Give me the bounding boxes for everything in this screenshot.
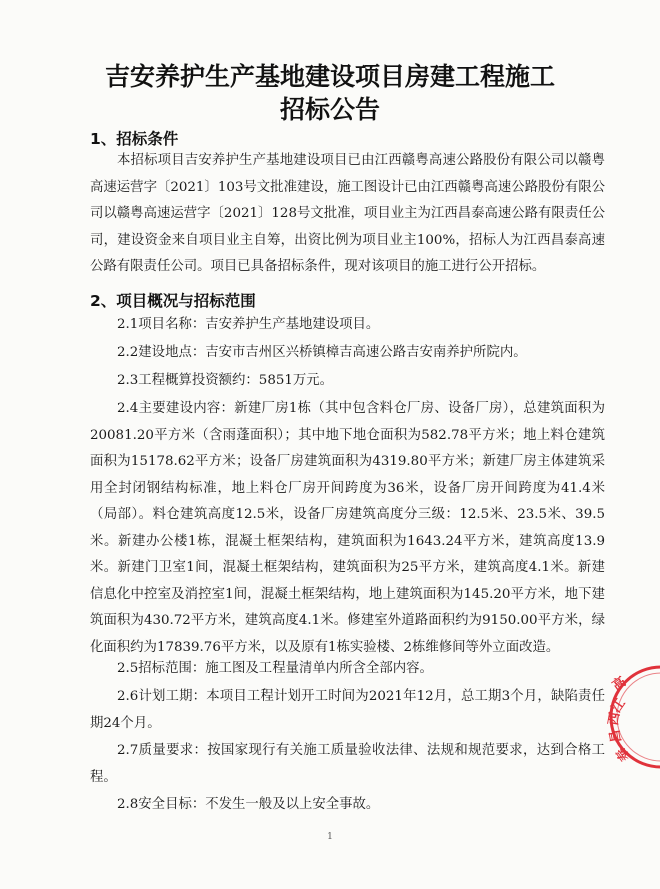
item-2-6: 2.6计划工期：本项目工程计划开工时间为2021年12月，总工期3个月，缺陷责任期24个月。 [90,689,605,731]
svg-text:江: 江 [608,696,629,716]
svg-text:泰: 泰 [613,744,634,764]
item-2-8: 2.8安全目标：不发生一般及以上安全事故。 [117,797,380,812]
section-1-heading: 1、招标条件 [90,130,179,148]
company-seal-stamp [606,662,660,772]
svg-text:昌: 昌 [607,728,625,744]
section-1-paragraph: 本招标项目吉安养护生产基地建设项目已由江西赣粤高速公路股份有限公司以赣粤高速运营字〔2021〕103号文批准建设，施工图设计已由江西赣粤高速公路股份有限公司以赣粤高速运营字〔2021〕128号文批准，项目业主为江西昌泰高速公路有限责任公司，建设资金来自项目业主自筹，出资比例为项目业主100%，招标人为江西昌泰高速公路有限责任公司。项目已具备招标条件，现对该项目的施工进行公开招标。 [90,153,605,274]
page-number: 1 [327,832,333,842]
title-line-1: 吉安养护生产基地建设项目房建工程施工 [104,62,555,91]
document-title [70,60,590,126]
section-2-heading: 2、项目概况与招标范围 [90,292,256,310]
item-2-1: 2.1项目名称：吉安养护生产基地建设项目。 [117,317,380,332]
svg-text:高: 高 [609,674,630,695]
item-2-7: 2.7质量要求：按国家现行有关施工质量验收法律、法规和规范要求，达到合格工程。 [90,743,605,785]
item-2-3: 2.3工程概算投资额约：5851万元。 [117,373,334,388]
title-line-2: 招标公告 [279,95,380,124]
svg-text:西: 西 [606,711,624,727]
item-2-4: 2.4主要建设内容：新建厂房1栋（其中包含料仓厂房、设备厂房），总建筑面积为20081.20平方米（含雨蓬面积）；其中地下地仓面积为582.78平方米；地上料仓建筑面积为15178.62平方米；设备厂房建筑面积为4319.80平方米；新建厂房主体建筑采用全封闭钢结构标准，地上料仓厂房开间跨度为36米，设备厂房开间跨度为41.4米（局部）。料仓建筑高度12.5米，设备厂房建筑高度分三级：12.5米、23.5米、39.5米。新建办公楼1栋，混凝土框架结构，建筑面积为1643.24平方米，建筑高度13.9米。新建门卫室1间，混凝土框架结构，建筑面积为25平方米，建筑高度4.1米。新建信息化中控室及消控室1间，混凝土框架结构，地上建筑面积为145.20平方米，地下建筑面积为430.72平方米，建筑高度4.1米。修建室外道路面积约为9150.00平方米，绿化面积约为17839.76平方米，以及原有1栋实验楼、2栋维修间等外立面改造。 [90,401,605,655]
item-2-5: 2.5招标范围：施工图及工程量清单内所含全部内容。 [117,661,433,676]
item-2-2: 2.2建设地点：吉安市吉州区兴桥镇樟吉高速公路吉安南养护所院内。 [117,345,527,360]
